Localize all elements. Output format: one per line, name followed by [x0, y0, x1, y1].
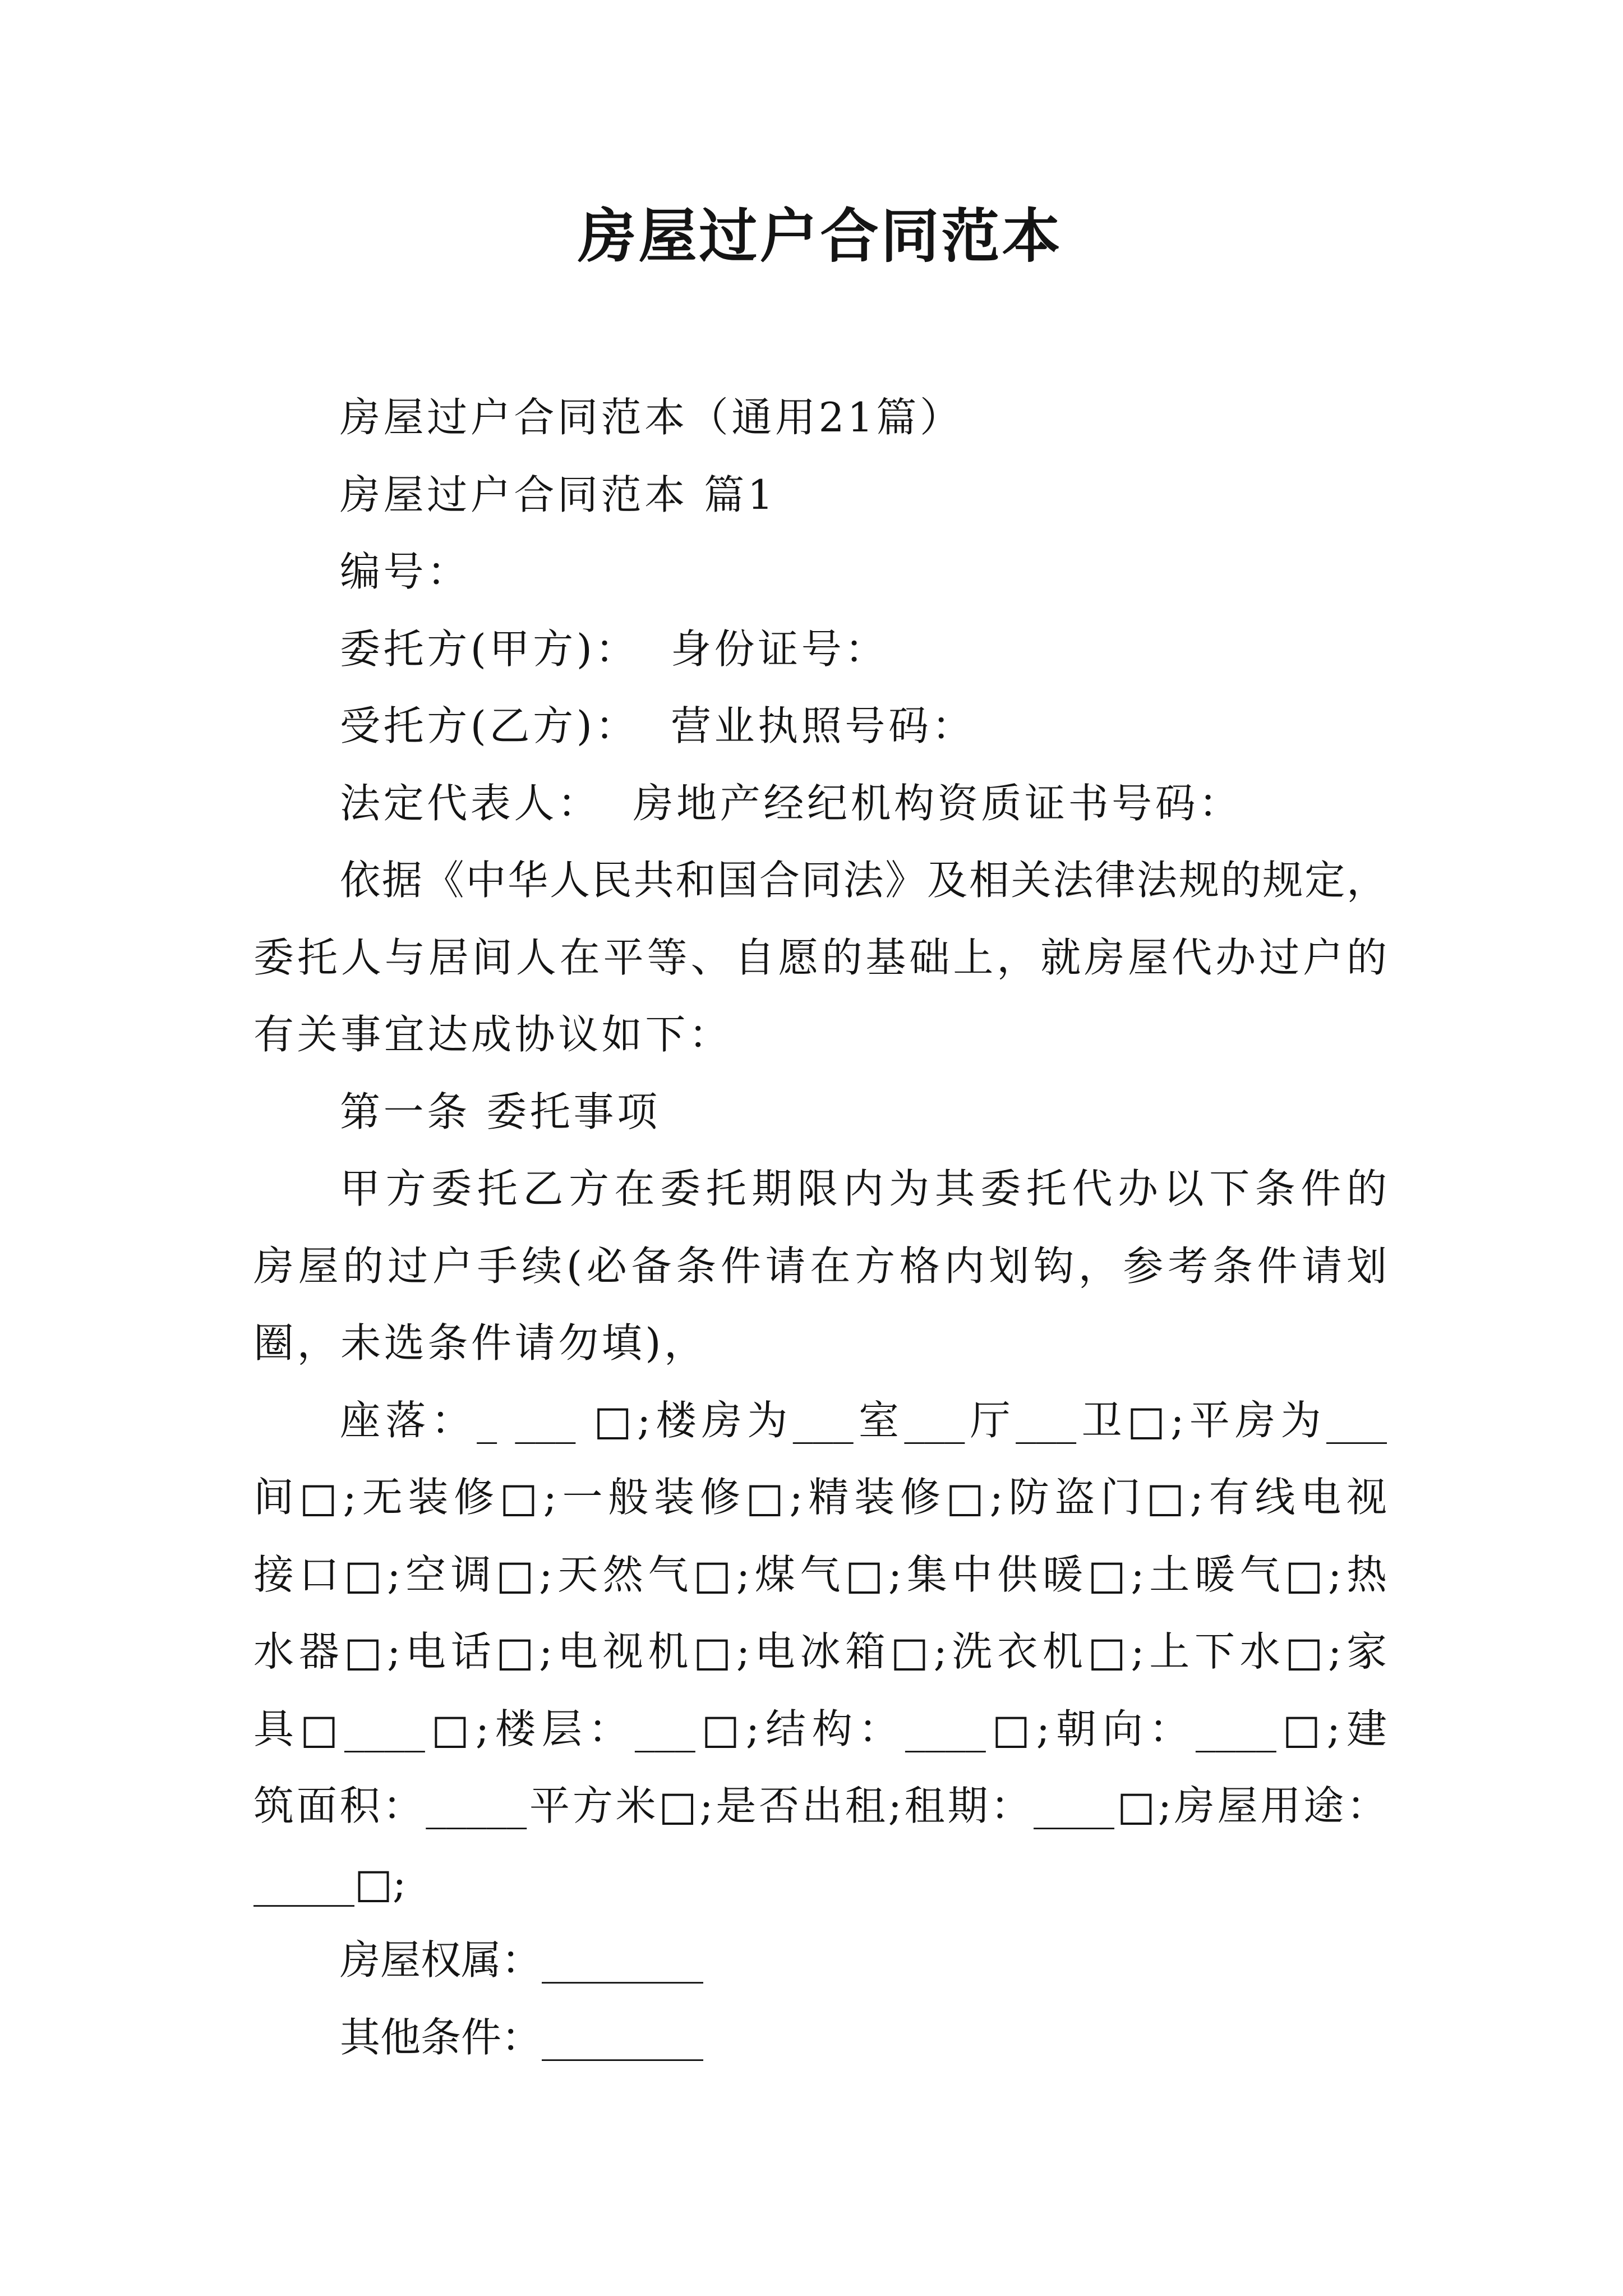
text-line: 依据《中华人民共和国合同法》及相关法律法规的规定，	[340, 857, 1387, 904]
text-line: 接口□;空调□;天然气□;煤气□;集中供暖□;土暖气□;热	[253, 1550, 1387, 1598]
legal-representative-line	[253, 765, 1387, 843]
text-line: 筑面积：_____平方米□;是否出租;租期：____□;房屋用途：	[253, 1782, 1387, 1829]
collection-title	[253, 379, 1387, 457]
text-line: 水器□;电话□;电视机□;电冰箱□;洗衣机□;上下水□;家	[253, 1628, 1387, 1675]
text-line: 第一条 委托事项	[340, 1088, 661, 1135]
text-line: 房屋权属：________	[340, 1936, 704, 1984]
clause-1-heading	[253, 1074, 1387, 1151]
text-line: 具□____□;楼层：___□;结构：____□;朝向：____□;建	[253, 1705, 1387, 1752]
text-line: 甲方委托乙方在委托期限内为其委托代办以下条件的	[340, 1165, 1387, 1212]
text-line: 座落：_ ___ □;楼房为___室___厅___卫□;平房为___	[340, 1396, 1387, 1444]
text-line: 间□;无装修□;一般装修□;精装修□;防盗门□;有线电视	[253, 1474, 1387, 1521]
document-title: 房屋过户合同范本	[578, 201, 1063, 270]
text-line: 委托人与居间人在平等、自愿的基础上，就房屋代办过户的	[253, 933, 1387, 981]
text-line: 其他条件：________	[340, 2013, 704, 2061]
text-line: _____□;	[253, 1859, 407, 1907]
other-conditions-line	[253, 1999, 1387, 2077]
text-line: 法定代表人： 房地产经纪机构资质证书号码：	[340, 779, 1242, 827]
text-line: 委托方(甲方)： 身份证号：	[340, 625, 888, 673]
text-line: 有关事宜达成协议如下：	[253, 1011, 732, 1058]
text-line: 编号：	[340, 548, 471, 595]
text-line: 受托方(乙方)： 营业执照号码：	[340, 702, 976, 749]
text-line: 房屋过户合同范本（通用21篇）	[340, 394, 963, 441]
article-heading	[253, 457, 1387, 534]
text-line: 圈，未选条件请勿填)，	[253, 1319, 708, 1366]
text-line: 房屋的过户手续(必备条件请在方格内划钩，参考条件请划	[253, 1242, 1387, 1290]
agent-party-line	[253, 688, 1387, 765]
text-line: 房屋过户合同范本 篇1	[340, 471, 777, 518]
property-ownership-line	[253, 1922, 1387, 1999]
principal-party-line	[253, 611, 1387, 688]
property-conditions-paragraph	[253, 1382, 1387, 1922]
contract-number-line	[253, 533, 1387, 611]
clause-1-intro-paragraph	[253, 1151, 1387, 1382]
document-body	[253, 379, 1387, 2076]
preamble-paragraph	[253, 842, 1387, 1074]
